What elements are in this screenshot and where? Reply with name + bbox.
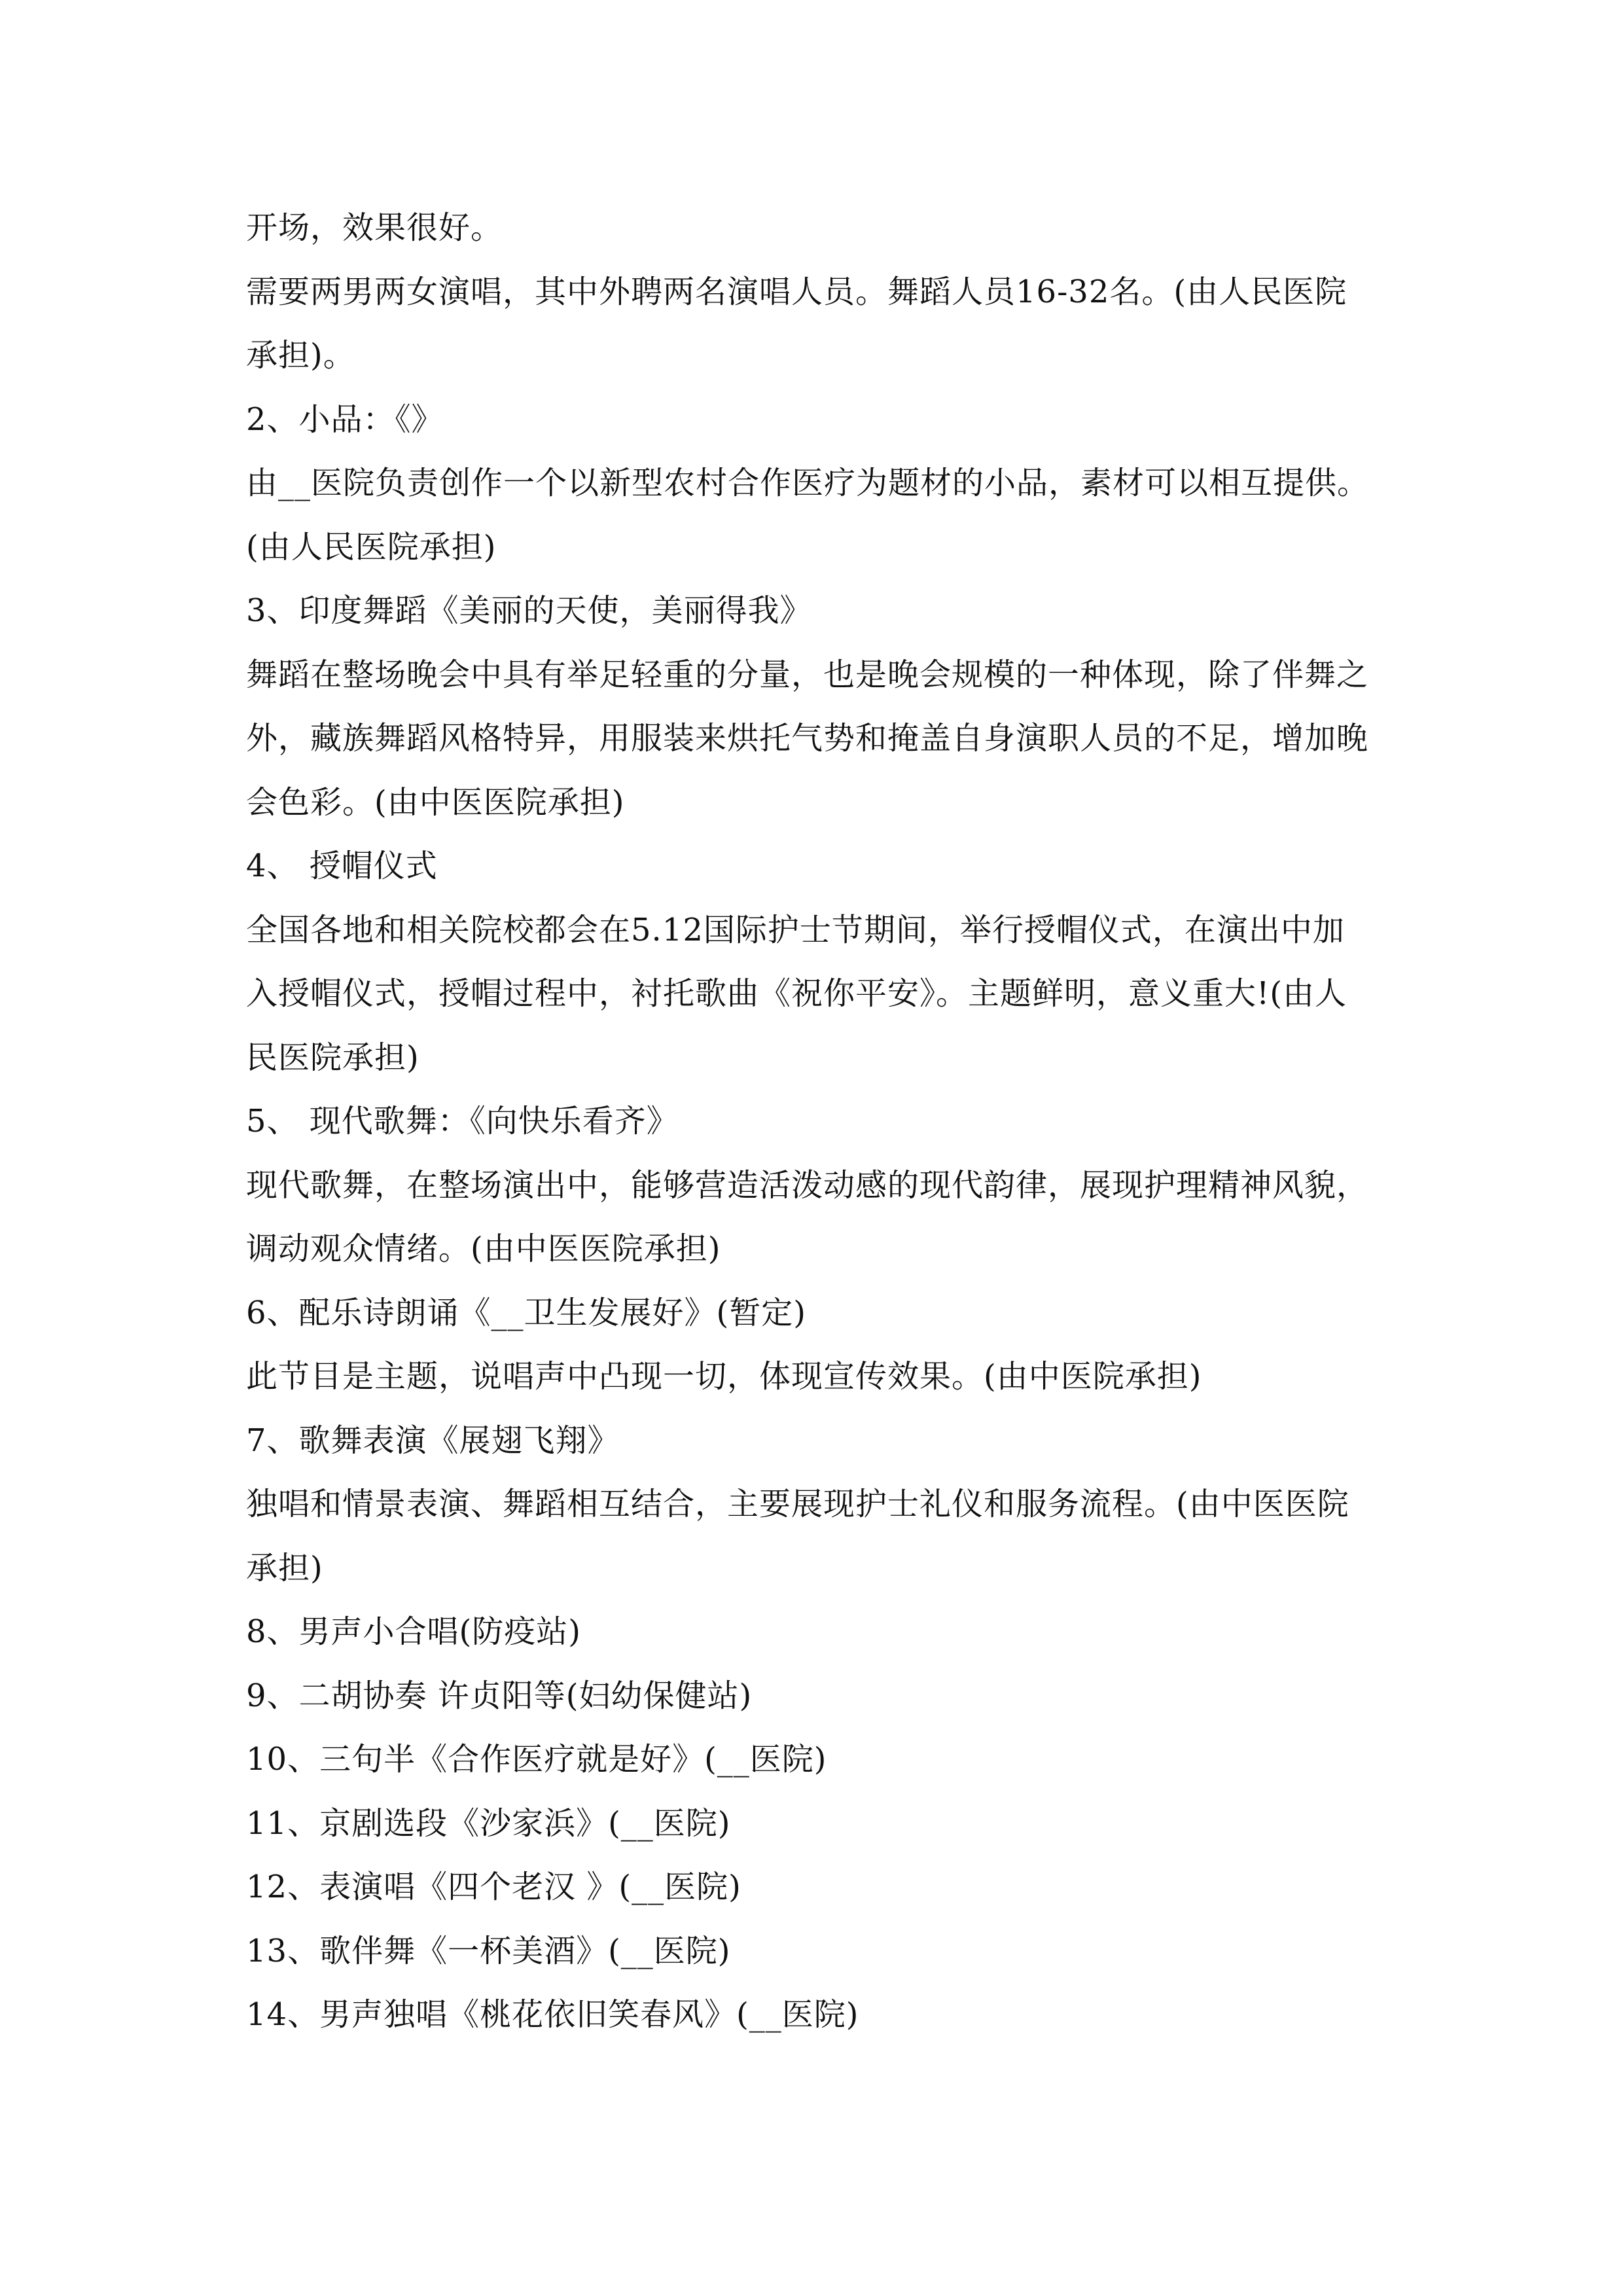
text-line: 舞蹈在整场晚会中具有举足轻重的分量，也是晚会规模的一种体现，除了伴舞之	[246, 656, 1369, 693]
text-line: (由人民医院承担)	[246, 528, 497, 565]
program-item-heading: 8、男声小合唱(防疫站)	[246, 1613, 581, 1650]
text-line: 入授帽仪式，授帽过程中，衬托歌曲《祝你平安》。主题鲜明，意义重大!(由人	[246, 975, 1347, 1012]
program-item-heading: 4、 授帽仪式	[246, 848, 438, 884]
text-line: 调动观众情绪。(由中医医院承担)	[246, 1230, 721, 1267]
program-item-heading: 7、歌舞表演《展翅飞翔》	[246, 1422, 620, 1459]
program-item-heading: 12、表演唱《四个老汉 》(__医院)	[246, 1869, 741, 1905]
text-line: 全国各地和相关院校都会在5.12国际护士节期间，举行授帽仪式，在演出中加	[246, 911, 1345, 948]
text-line: 外，藏族舞蹈风格特异，用服装来烘托气势和掩盖自身演职人员的不足，增加晚	[246, 720, 1369, 757]
text-line: 承担)。	[246, 337, 355, 374]
text-line: 独唱和情景表演、舞蹈相互结合，主要展现护士礼仪和服务流程。(由中医医院	[246, 1486, 1349, 1522]
text-line: 由__医院负责创作一个以新型农村合作医疗为题材的小品，素材可以相互提供。	[246, 465, 1370, 501]
program-item-heading: 10、三句半《合作医疗就是好》(__医院)	[246, 1741, 827, 1778]
program-item-heading: 11、京剧选段《沙家浜》(__医院)	[246, 1804, 731, 1842]
program-item-heading: 13、歌伴舞《一杯美酒》(__医院)	[246, 1932, 731, 1969]
text-line: 现代歌舞，在整场演出中，能够营造活泼动感的现代韵律，展现护理精神风貌，	[246, 1166, 1369, 1204]
program-item-heading: 5、 现代歌舞：《向快乐看齐》	[246, 1103, 679, 1139]
program-item-heading: 3、印度舞蹈《美丽的天使，美丽得我》	[246, 592, 812, 629]
text-line: 承担)	[246, 1549, 323, 1587]
program-item-heading: 9、二胡协奏 许贞阳等(妇幼保健站)	[246, 1677, 753, 1714]
text-line: 需要两男两女演唱，其中外聘两名演唱人员。舞蹈人员16-32名。(由人民医院	[246, 273, 1347, 310]
document-body	[246, 196, 1418, 2047]
text-line: 会色彩。(由中医医院承担)	[246, 783, 625, 821]
text-line: 民医院承担)	[246, 1039, 419, 1076]
text-line: 此节目是主题，说唱声中凸现一切，体现宣传效果。(由中医院承担)	[246, 1358, 1202, 1395]
program-item-heading: 6、配乐诗朗诵《__卫生发展好》(暂定)	[246, 1294, 806, 1331]
program-item-heading: 2、小品：《》	[246, 401, 444, 438]
text-line: 开场，效果很好。	[246, 209, 503, 246]
program-item-heading: 14、男声独唱《桃花依旧笑春风》(__医院)	[246, 1996, 859, 2033]
